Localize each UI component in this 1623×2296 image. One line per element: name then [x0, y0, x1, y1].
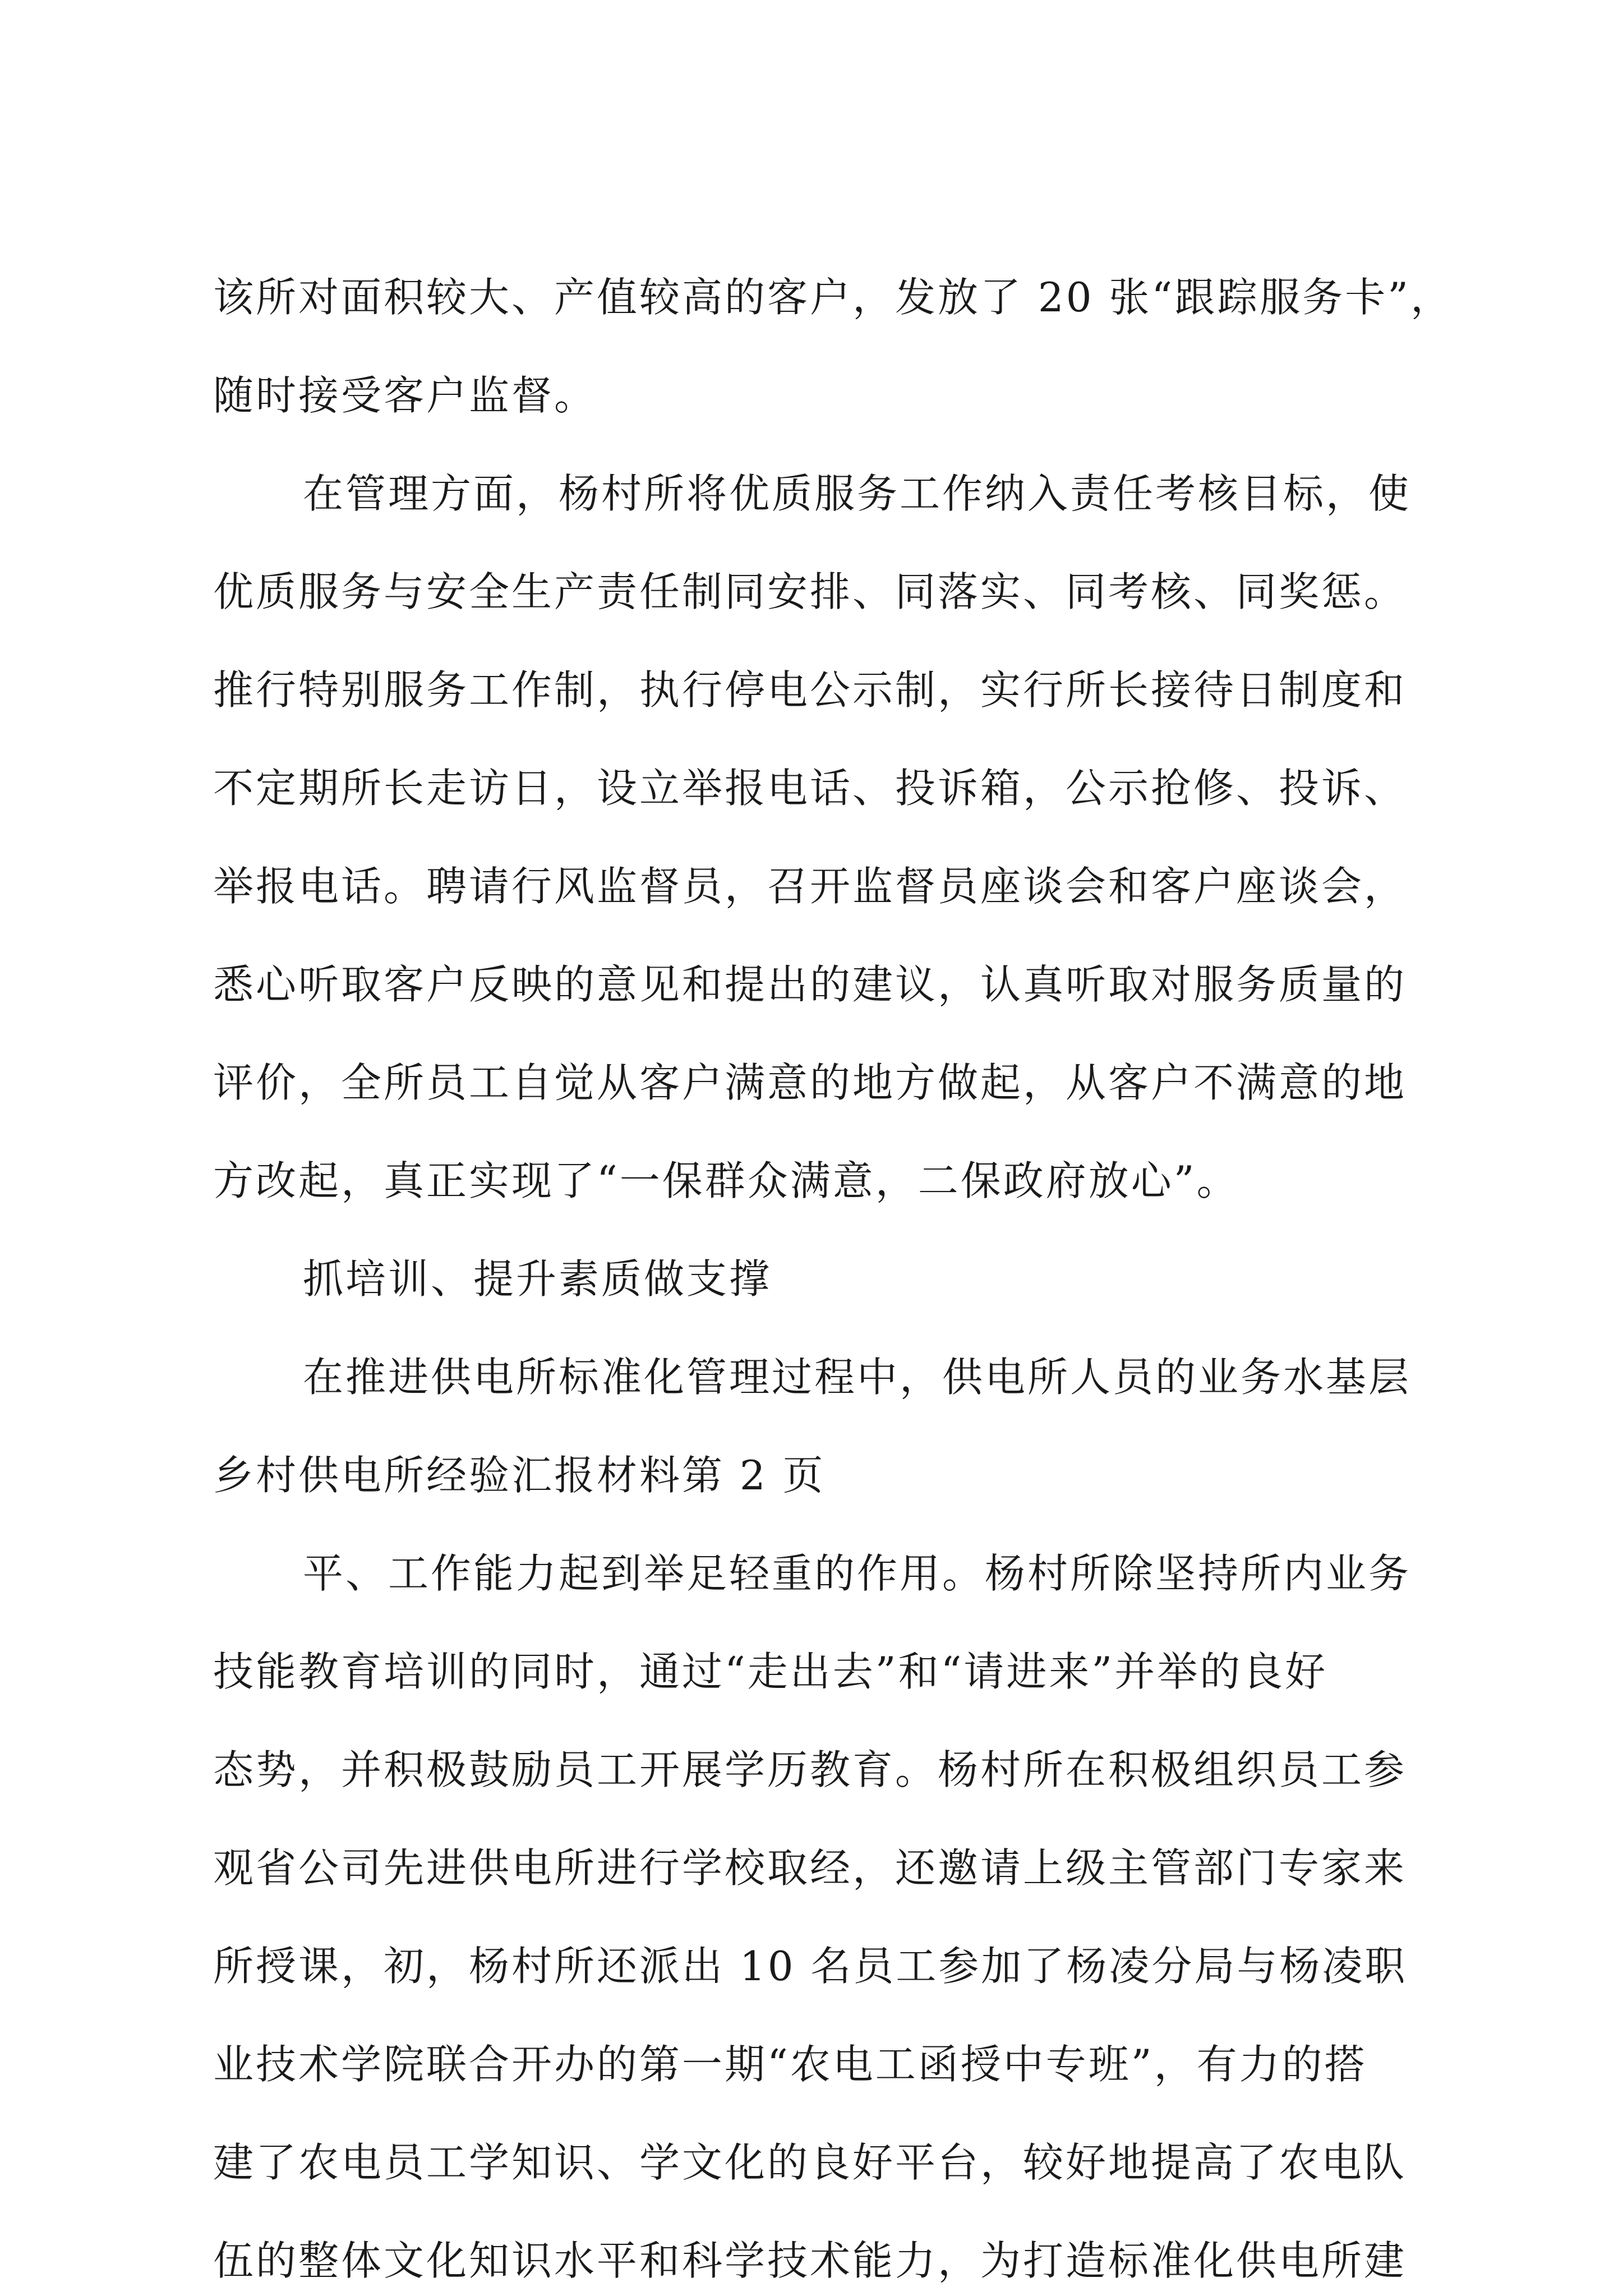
body-line: 建了农电员工学知识、学文化的良好平台，较好地提高了农电队 — [213, 2139, 1407, 2186]
paragraph-first-line: 在管理方面，杨村所将优质服务工作纳入责任考核目标，使 — [303, 470, 1412, 517]
body-line: 不定期所长走访日，设立举报电话、投诉箱，公示抢修、投诉、 — [213, 765, 1407, 812]
body-line: 方改起，真正实现了“一保群众满意，二保政府放心”。 — [213, 1157, 1239, 1204]
paragraph-first-line: 平、工作能力起到举足轻重的作用。杨村所除坚持所内业务 — [303, 1550, 1412, 1597]
body-line: 优质服务与安全生产责任制同安排、同落实、同考核、同奖惩。 — [213, 568, 1407, 615]
body-line: 举报电话。聘请行风监督员，召开监督员座谈会和客户座谈会， — [213, 863, 1407, 910]
paragraph-first-line: 在推进供电所标准化管理过程中，供电所人员的业务水基层 — [303, 1354, 1412, 1401]
body-line: 伍的整体文化知识水平和科学技术能力，为打造标准化供电所建 — [213, 2237, 1407, 2284]
body-line: 业技术学院联合开办的第一期“农电工函授中专班”，有力的搭 — [213, 2041, 1367, 2088]
body-line: 悉心听取客户反映的意见和提出的建议，认真听取对服务质量的 — [213, 961, 1407, 1008]
section-heading: 抓培训、提升素质做支撑 — [303, 1255, 772, 1303]
body-line: 态势，并积极鼓励员工开展学历教育。杨村所在积极组织员工参 — [213, 1746, 1407, 1793]
body-line: 所授课，初，杨村所还派出 10 名员工参加了杨凌分局与杨凌职 — [213, 1943, 1408, 1990]
body-line: 观省公司先进供电所进行学校取经，还邀请上级主管部门专家来 — [213, 1844, 1407, 1892]
body-line: 技能教育培训的同时，通过“走出去”和“请进来”并举的良好 — [213, 1648, 1328, 1695]
body-line: 该所对面积较大、产值较高的客户，发放了 20 张“跟踪服务卡”， — [213, 274, 1454, 321]
body-line: 评价，全所员工自觉从客户满意的地方做起，从客户不满意的地 — [213, 1059, 1407, 1106]
body-line: 随时接受客户监督。 — [213, 372, 597, 419]
body-line: 乡村供电所经验汇报材料第 2 页 — [213, 1452, 826, 1499]
body-line: 推行特别服务工作制，执行停电公示制，实行所长接待日制度和 — [213, 666, 1407, 714]
